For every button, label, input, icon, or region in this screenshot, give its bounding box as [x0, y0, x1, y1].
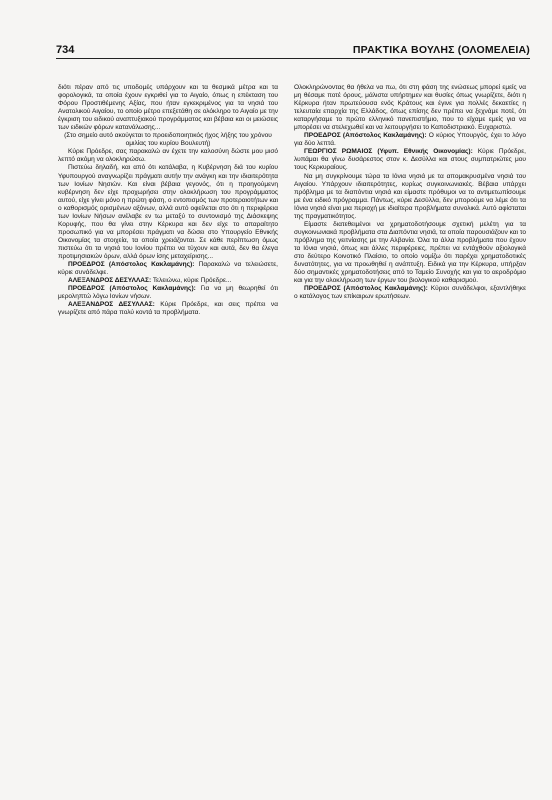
paragraph-text: Κύριε Πρόεδρε, και σεις πρέπει να γνωρίζετε από πάρα πολύ κοντά τα προβλήματα.	[58, 301, 278, 317]
paragraph-text: Για να μη θεωρηθεί ότι μεροληπτώ λόγω Ιονίων νήσων.	[58, 285, 278, 301]
paragraph-text: (Στο σημείο αυτό ακούγεται το προειδοποιητικός ήχος λήξης του χρόνου ομιλίας του κυρίου Βουλευτή)	[64, 132, 272, 148]
paragraph	[58, 285, 278, 301]
speaker-name: ΠΡΟΕΔΡΟΣ (Απόστολος Κακλαμάνης):	[304, 132, 427, 140]
paragraph	[58, 84, 278, 132]
paragraph-text: Κύριε Πρόεδρε, λυπάμαι θα γίνω δυσάρεστος στον κ. Δεσύλλα και στους συμπατριώτες μου τους Κερκυραίους.	[294, 148, 526, 172]
paragraph-text: Παρακαλώ να τελειώσετε, κύριε συνάδελφε.	[58, 261, 278, 277]
paragraph	[58, 132, 278, 148]
page-number: 734	[56, 44, 75, 56]
paragraph-text: Ολοκληρώνοντας θα ήθελα να πω, ότι στη φάση της ενώσεως μπορεί εμείς να μη θέσαμε ποτέ όρους, μάλιστα υπήρτημεν και θυσίες όπως γνωρίζετε, διότι η Κέρκυρα ήταν πρωτεύουσα ενός Κράτους και έγινε για πολλές δεκαετίες η τελευταία επαρχία της Ελλάδος, όπως επίσης δεν πρέπει να ξεχνάμε ποτέ, ότι καταργήσαμε το πρώτο ελληνικό πανεπιστήμιο, που το είχαμε εμείς για να μπορέσει να στελεχωθεί και να λειτουργήσει το Καποδιστριακό. Ευχαριστώ.	[294, 84, 526, 132]
paragraph-text: Πιστεύω δηλαδή, και από ότι κατάλαβα, η Κυβέρνηση διά του κυρίου Υφυπουργού αναγνωρίζει πράγματι αυτήν την ανάγκη και την ιδιαιτερότητα των Ιονίων Νησιών. Και είναι βέβαια γεγονός, ότι η προηγούμενη κυβέρνηση δεν είχε προχωρήσει στην ολοκλήρωση του προγράμματος αυτού, είχε γίνει μόνο η πρώτη φάση, ο εντοπισμός των προτεραιοτήτων και ο καθορισμός ορισμένων αξόνων, αλλά αυτό οφείλεται στο ότι η περιφέρεια των Ιονίων Νήσων ανέλαβε εν τω μεταξύ το συντονισμό της Διάσκεψης Κορυφής, που θα γίνει στην Κέρκυρα και δεν είχε το απαραίτητο προσωπικό για να μπορέσει πράγματι να δώσει στο Υπουργείο Εθνικής Οικονομίας τα στοιχεία, τα οποία χρειάζονται. Σε κάθε περίπτωση όμως πιστεύω ότι τα νησιά του Ιονίου πρέπει να τύχουν και αυτά, δεν θα έλεγα προτιμησιακών όρων, αλλά όρων ίσης μεταχείρισης...	[58, 164, 278, 260]
paragraph-text: Είμαστε διατεθειμένοι να χρηματοδοτήσουμε σχετική μελέτη για τα συγκοινωνιακά προβλήματα στα Διαπόντια νησιά, τα οποία παρουσιάζουν και το πρόβλημα της γειτνίασης με την Αλβανία. Όλα τα άλλα προβλήματα που έχουν τα Ιόνια νησιά, όπως και άλλες περιφέρειες, πρέπει να εντάχθούν αξιολογικά στο δεύτερο Κοινοτικό Πλαίσιο, το οποίο νομίζω ότι παρέχει χρηματοδοτικές δυνατότητες, για να προωθηθεί η ανάπτυξη. Ειδικά για την Κέρκυρα, υπήρξαν δύο σημαντικές χρηματοδοτήσεις από το Ταμείο Συνοχής και για το αεροδρόμιο και για την ολοκλήρωση των έργων του βιολογικού καθαρισμού.	[294, 220, 526, 285]
speaker-name: ΠΡΟΕΔΡΟΣ (Απόστολος Κακλαμάνης):	[68, 285, 196, 293]
paragraph	[58, 261, 278, 277]
paragraph	[294, 132, 526, 148]
paragraph-text: Να μη συγκρίνουμε τώρα τα Ιόνια νησιά με τα απομακρυσμένα νησιά του Αιγαίου. Υπάρχουν ιδιαιτερότητες, κυρίως συγκοινωνιακές. Βέβαια υπάρχει πρόβλημα με τα διαπόντια νησιά και είμαστε πρόθυμοι να το αντιμετωπίσουμε με ένα ειδικό πρόγραμμα. Πάντως, κύριε Δεσύλλα, δεν μπορούμε να λέμε ότι τα Ιόνια νησιά είναι μια περιοχή με ιδιαίτερα προβλήματα συνολικά. Αυτό αφίσταται της πραγματικότητος.	[294, 172, 526, 220]
speaker-name: ΠΡΟΕΔΡΟΣ (Απόστολος Κακλαμάνης):	[304, 285, 428, 293]
running-title: ΠΡΑΚΤΙΚΑ ΒΟΥΛΗΣ (ΟΛΟΜΕΛΕΙΑ)	[352, 44, 530, 56]
speaker-name: ΑΛΕΞΑΝΔΡΟΣ ΔΕΣΥΛΛΑΣ:	[68, 277, 152, 285]
paragraph-text: Κύριε Πρόεδρε, σας παρακαλώ αν έχετε την καλοσύνη δώστε μου μισό λεπτό ακόμη να ολοκληρώσω.	[58, 148, 278, 164]
speaker-name: ΑΛΕΞΑΝΔΡΟΣ ΔΕΣΥΛΛΑΣ:	[68, 301, 155, 309]
paragraph	[294, 285, 526, 301]
paragraph-text: Τελειώνω, κύριε Πρόεδρε...	[152, 277, 232, 285]
paragraph-text: Κύριοι συνάδελφοι, εξαντλήθηκε ο κατάλογος των επίκαιρων ερωτήσεων.	[294, 285, 526, 301]
paragraph	[58, 164, 278, 261]
paragraph	[294, 221, 526, 285]
paragraph	[58, 277, 278, 285]
page-header	[56, 40, 530, 56]
speaker-name: ΠΡΟΕΔΡΟΣ (Απόστολος Κακλαμάνης):	[68, 261, 195, 269]
left-column	[58, 84, 278, 317]
paragraph	[294, 84, 526, 132]
paragraph-text: διότι πέραν από τις υποδομές υπάρχουν και τα θεσμικά μέτρα και τα φορολογικά, τα οποία έχουν εγκριθεί για το Αιγαίο, όπως η επέκταση του Φόρου Προστιθέμενης Αξίας, που ήταν εγκεκριμένος για τα νησιά του Ανατολικού Αιγαίου, το οποίο μέτρο επεξετάθη σε ολόκληρο το Αιγαίο με την έγκριση του ειδικού αναπτυξιακού προγράμματος και βέβαια και οι μειώσεις των ειδικών φόρων κατανάλωσης...	[58, 84, 278, 132]
header-rule	[56, 58, 530, 59]
paragraph	[294, 148, 526, 172]
right-column	[294, 84, 526, 301]
paragraph	[58, 148, 278, 164]
paragraph	[58, 301, 278, 317]
paragraph	[294, 173, 526, 221]
speaker-name: ΓΕΩΡΓΙΟΣ ΡΩΜΑΙΟΣ (Υφυπ. Εθνικής Οικονομίας):	[304, 148, 473, 156]
paragraph-text: Ο κύριος Υπουργός, έχει το λόγο για δύο λεπτά.	[294, 132, 526, 148]
